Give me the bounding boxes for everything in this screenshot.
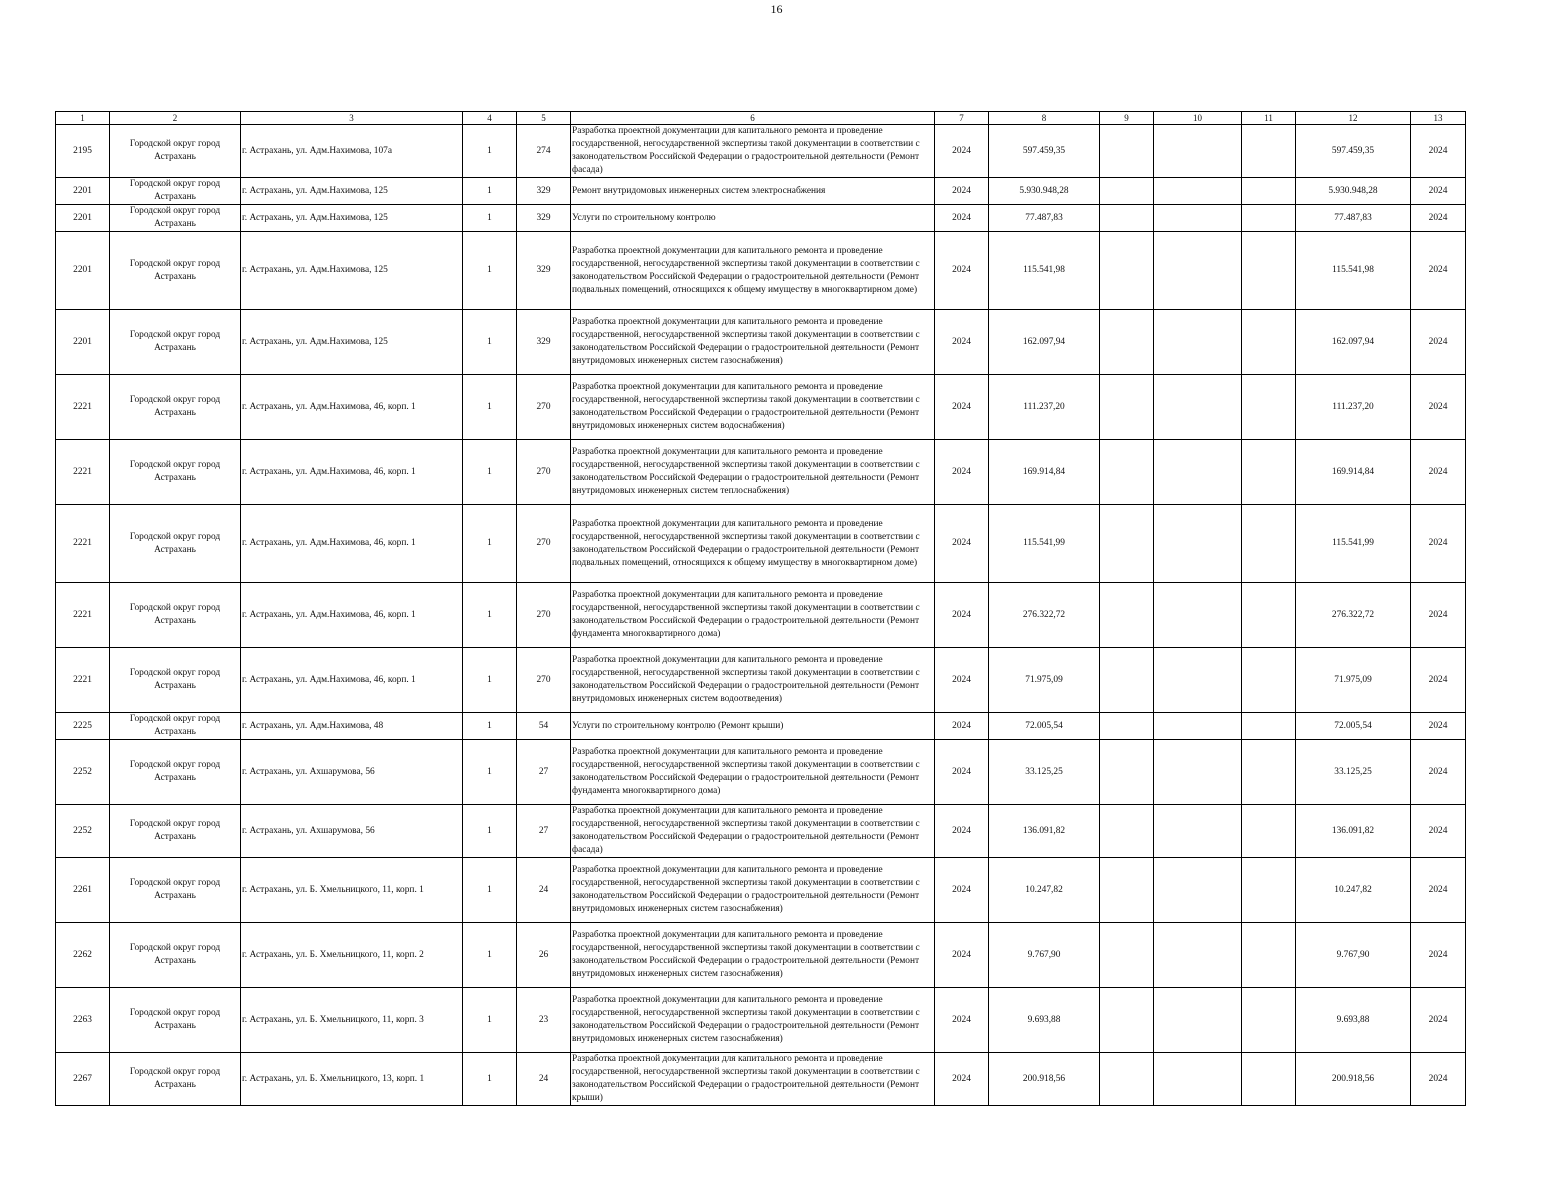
record-id-cell: 2252 — [56, 805, 110, 858]
table-row — [56, 988, 1466, 1053]
work-description-cell: Разработка проектной документации для капитального ремонта и проведение государственной, негосударственной экспертизы такой документации в соответствии с законодательством Российской Федерации о градостроительной деятельности (Ремонт фасада) — [571, 125, 935, 178]
table-row — [56, 310, 1466, 375]
col9-cell — [1100, 505, 1154, 583]
total-cell: 10.247,82 — [1296, 858, 1411, 923]
work-description-cell: Разработка проектной документации для капитального ремонта и проведение государственной, негосударственной экспертизы такой документации в соответствии с законодательством Российской Федерации о градостроительной деятельности (Ремонт внутридомовых инженерных систем газоснабжения) — [571, 858, 935, 923]
table-row — [56, 125, 1466, 178]
work-description-cell: Разработка проектной документации для капитального ремонта и проведение государственной, негосударственной экспертизы такой документации в соответствии с законодательством Российской Федерации о градостроительной деятельности (Ремонт фасада) — [571, 805, 935, 858]
year-cell: 2024 — [935, 648, 989, 713]
year-end-cell: 2024 — [1411, 740, 1466, 805]
record-id-cell: 2261 — [56, 858, 110, 923]
col4-cell: 1 — [463, 232, 517, 310]
amount-cell: 10.247,82 — [989, 858, 1100, 923]
table-row — [56, 232, 1466, 310]
capital-repair-table — [55, 111, 1466, 1106]
municipality-cell: Городской округ город Астрахань — [110, 440, 241, 505]
col5-cell: 329 — [517, 310, 571, 375]
total-cell: 111.237,20 — [1296, 375, 1411, 440]
col9-cell — [1100, 858, 1154, 923]
col9-cell — [1100, 375, 1154, 440]
col11-cell — [1242, 1053, 1296, 1106]
col10-cell — [1154, 923, 1242, 988]
municipality-cell: Городской округ город Астрахань — [110, 713, 241, 740]
col11-cell — [1242, 232, 1296, 310]
municipality-cell: Городской округ город Астрахань — [110, 205, 241, 232]
amount-cell: 136.091,82 — [989, 805, 1100, 858]
table-row — [56, 375, 1466, 440]
col9-cell — [1100, 923, 1154, 988]
year-cell: 2024 — [935, 232, 989, 310]
total-cell: 115.541,98 — [1296, 232, 1411, 310]
col9-cell — [1100, 310, 1154, 375]
total-cell: 72.005,54 — [1296, 713, 1411, 740]
col4-cell: 1 — [463, 505, 517, 583]
year-cell: 2024 — [935, 805, 989, 858]
col9-cell — [1100, 440, 1154, 505]
record-id-cell: 2195 — [56, 125, 110, 178]
work-description-cell: Разработка проектной документации для капитального ремонта и проведение государственной, негосударственной экспертизы такой документации в соответствии с законодательством Российской Федерации о градостроительной деятельности (Ремонт внутридомовых инженерных систем водоснабжения) — [571, 375, 935, 440]
year-end-cell: 2024 — [1411, 505, 1466, 583]
table-row — [56, 440, 1466, 505]
col5-cell: 24 — [517, 1053, 571, 1106]
year-cell: 2024 — [935, 505, 989, 583]
amount-cell: 200.918,56 — [989, 1053, 1100, 1106]
col4-cell: 1 — [463, 440, 517, 505]
col4-cell: 1 — [463, 740, 517, 805]
year-cell: 2024 — [935, 375, 989, 440]
column-header: 12 — [1296, 112, 1411, 125]
column-header: 3 — [241, 112, 463, 125]
col10-cell — [1154, 988, 1242, 1053]
municipality-cell: Городской округ город Астрахань — [110, 740, 241, 805]
col5-cell: 329 — [517, 205, 571, 232]
col5-cell: 329 — [517, 178, 571, 205]
col11-cell — [1242, 805, 1296, 858]
address-cell: г. Астрахань, ул. Адм.Нахимова, 107а — [241, 125, 463, 178]
total-cell: 136.091,82 — [1296, 805, 1411, 858]
col4-cell: 1 — [463, 178, 517, 205]
table-row — [56, 648, 1466, 713]
amount-cell: 111.237,20 — [989, 375, 1100, 440]
year-end-cell: 2024 — [1411, 310, 1466, 375]
year-end-cell: 2024 — [1411, 923, 1466, 988]
record-id-cell: 2201 — [56, 178, 110, 205]
col5-cell: 27 — [517, 740, 571, 805]
year-end-cell: 2024 — [1411, 178, 1466, 205]
column-header: 6 — [571, 112, 935, 125]
col4-cell: 1 — [463, 713, 517, 740]
col5-cell: 270 — [517, 505, 571, 583]
table-row — [56, 805, 1466, 858]
table-body — [56, 125, 1466, 1106]
col4-cell: 1 — [463, 125, 517, 178]
total-cell: 276.322,72 — [1296, 583, 1411, 648]
record-id-cell: 2252 — [56, 740, 110, 805]
address-cell: г. Астрахань, ул. Б. Хмельницкого, 11, корп. 2 — [241, 923, 463, 988]
record-id-cell: 2262 — [56, 923, 110, 988]
col11-cell — [1242, 858, 1296, 923]
year-cell: 2024 — [935, 178, 989, 205]
amount-cell: 72.005,54 — [989, 713, 1100, 740]
col11-cell — [1242, 505, 1296, 583]
year-end-cell: 2024 — [1411, 648, 1466, 713]
col11-cell — [1242, 205, 1296, 232]
work-description-cell: Разработка проектной документации для капитального ремонта и проведение государственной, негосударственной экспертизы такой документации в соответствии с законодательством Российской Федерации о градостроительной деятельности (Ремонт внутридомовых инженерных систем теплоснабжения) — [571, 440, 935, 505]
page-number: 16 — [770, 2, 783, 16]
year-cell: 2024 — [935, 310, 989, 375]
year-end-cell: 2024 — [1411, 440, 1466, 505]
col5-cell: 270 — [517, 648, 571, 713]
work-description-cell: Разработка проектной документации для капитального ремонта и проведение государственной, негосударственной экспертизы такой документации в соответствии с законодательством Российской Федерации о градостроительной деятельности (Ремонт внутридомовых инженерных систем водоотведения) — [571, 648, 935, 713]
col5-cell: 26 — [517, 923, 571, 988]
col5-cell: 270 — [517, 583, 571, 648]
record-id-cell: 2221 — [56, 505, 110, 583]
year-cell: 2024 — [935, 1053, 989, 1106]
col11-cell — [1242, 740, 1296, 805]
work-description-cell: Разработка проектной документации для капитального ремонта и проведение государственной, негосударственной экспертизы такой документации в соответствии с законодательством Российской Федерации о градостроительной деятельности (Ремонт подвальных помещений, относящихся к общему имуществу в многоквартирном доме) — [571, 505, 935, 583]
record-id-cell: 2267 — [56, 1053, 110, 1106]
column-header: 11 — [1242, 112, 1296, 125]
total-cell: 33.125,25 — [1296, 740, 1411, 805]
total-cell: 5.930.948,28 — [1296, 178, 1411, 205]
address-cell: г. Астрахань, ул. Адм.Нахимова, 125 — [241, 310, 463, 375]
work-description-cell: Разработка проектной документации для капитального ремонта и проведение государственной, негосударственной экспертизы такой документации в соответствии с законодательством Российской Федерации о градостроительной деятельности (Ремонт внутридомовых инженерных систем газоснабжения) — [571, 923, 935, 988]
column-header: 5 — [517, 112, 571, 125]
col10-cell — [1154, 205, 1242, 232]
record-id-cell: 2201 — [56, 310, 110, 375]
municipality-cell: Городской округ город Астрахань — [110, 375, 241, 440]
year-end-cell: 2024 — [1411, 125, 1466, 178]
amount-cell: 9.767,90 — [989, 923, 1100, 988]
year-cell: 2024 — [935, 583, 989, 648]
address-cell: г. Астрахань, ул. Б. Хмельницкого, 11, корп. 3 — [241, 988, 463, 1053]
year-end-cell: 2024 — [1411, 583, 1466, 648]
col5-cell: 270 — [517, 375, 571, 440]
total-cell: 162.097,94 — [1296, 310, 1411, 375]
work-description-cell: Разработка проектной документации для капитального ремонта и проведение государственной, негосударственной экспертизы такой документации в соответствии с законодательством Российской Федерации о градостроительной деятельности (Ремонт внутридомовых инженерных систем газоснабжения) — [571, 988, 935, 1053]
col9-cell — [1100, 740, 1154, 805]
address-cell: г. Астрахань, ул. Адм.Нахимова, 46, корп. 1 — [241, 648, 463, 713]
col10-cell — [1154, 740, 1242, 805]
table-row — [56, 858, 1466, 923]
col5-cell: 270 — [517, 440, 571, 505]
year-cell: 2024 — [935, 713, 989, 740]
address-cell: г. Астрахань, ул. Адм.Нахимова, 125 — [241, 178, 463, 205]
work-description-cell: Разработка проектной документации для капитального ремонта и проведение государственной, негосударственной экспертизы такой документации в соответствии с законодательством Российской Федерации о градостроительной деятельности (Ремонт фундамента многоквартирного дома) — [571, 740, 935, 805]
address-cell: г. Астрахань, ул. Ахшарумова, 56 — [241, 740, 463, 805]
table-row — [56, 178, 1466, 205]
col11-cell — [1242, 178, 1296, 205]
year-cell: 2024 — [935, 440, 989, 505]
col10-cell — [1154, 125, 1242, 178]
amount-cell: 9.693,88 — [989, 988, 1100, 1053]
address-cell: г. Астрахань, ул. Адм.Нахимова, 46, корп. 1 — [241, 505, 463, 583]
col11-cell — [1242, 713, 1296, 740]
total-cell: 9.767,90 — [1296, 923, 1411, 988]
header-row — [56, 112, 1466, 125]
year-end-cell: 2024 — [1411, 858, 1466, 923]
year-end-cell: 2024 — [1411, 375, 1466, 440]
col4-cell: 1 — [463, 988, 517, 1053]
col4-cell: 1 — [463, 858, 517, 923]
record-id-cell: 2221 — [56, 440, 110, 505]
total-cell: 169.914,84 — [1296, 440, 1411, 505]
col4-cell: 1 — [463, 923, 517, 988]
address-cell: г. Астрахань, ул. Адм.Нахимова, 125 — [241, 232, 463, 310]
year-cell: 2024 — [935, 923, 989, 988]
col10-cell — [1154, 648, 1242, 713]
total-cell: 597.459,35 — [1296, 125, 1411, 178]
amount-cell: 71.975,09 — [989, 648, 1100, 713]
record-id-cell: 2225 — [56, 713, 110, 740]
year-end-cell: 2024 — [1411, 205, 1466, 232]
year-cell: 2024 — [935, 858, 989, 923]
year-cell: 2024 — [935, 740, 989, 805]
col4-cell: 1 — [463, 1053, 517, 1106]
col11-cell — [1242, 923, 1296, 988]
col10-cell — [1154, 440, 1242, 505]
address-cell: г. Астрахань, ул. Ахшарумова, 56 — [241, 805, 463, 858]
column-header: 7 — [935, 112, 989, 125]
col10-cell — [1154, 310, 1242, 375]
record-id-cell: 2221 — [56, 375, 110, 440]
amount-cell: 33.125,25 — [989, 740, 1100, 805]
col9-cell — [1100, 205, 1154, 232]
work-description-cell: Разработка проектной документации для капитального ремонта и проведение государственной, негосударственной экспертизы такой документации в соответствии с законодательством Российской Федерации о градостроительной деятельности (Ремонт крыши) — [571, 1053, 935, 1106]
work-description-cell: Ремонт внутридомовых инженерных систем электроснабжения — [571, 178, 935, 205]
col10-cell — [1154, 232, 1242, 310]
amount-cell: 597.459,35 — [989, 125, 1100, 178]
col5-cell: 27 — [517, 805, 571, 858]
col4-cell: 1 — [463, 583, 517, 648]
amount-cell: 169.914,84 — [989, 440, 1100, 505]
table-row — [56, 583, 1466, 648]
municipality-cell: Городской округ город Астрахань — [110, 805, 241, 858]
address-cell: г. Астрахань, ул. Адм.Нахимова, 48 — [241, 713, 463, 740]
year-end-cell: 2024 — [1411, 713, 1466, 740]
work-description-cell: Услуги по строительному контролю (Ремонт крыши) — [571, 713, 935, 740]
col9-cell — [1100, 125, 1154, 178]
amount-cell: 77.487,83 — [989, 205, 1100, 232]
col5-cell: 24 — [517, 858, 571, 923]
col9-cell — [1100, 178, 1154, 205]
col9-cell — [1100, 805, 1154, 858]
municipality-cell: Городской округ город Астрахань — [110, 1053, 241, 1106]
col10-cell — [1154, 178, 1242, 205]
col9-cell — [1100, 713, 1154, 740]
record-id-cell: 2263 — [56, 988, 110, 1053]
col11-cell — [1242, 375, 1296, 440]
col11-cell — [1242, 125, 1296, 178]
municipality-cell: Городской округ город Астрахань — [110, 310, 241, 375]
table-row — [56, 713, 1466, 740]
col10-cell — [1154, 375, 1242, 440]
year-end-cell: 2024 — [1411, 232, 1466, 310]
col11-cell — [1242, 648, 1296, 713]
record-id-cell: 2201 — [56, 205, 110, 232]
col5-cell: 329 — [517, 232, 571, 310]
total-cell: 9.693,88 — [1296, 988, 1411, 1053]
col11-cell — [1242, 440, 1296, 505]
col11-cell — [1242, 988, 1296, 1053]
col10-cell — [1154, 1053, 1242, 1106]
column-header: 10 — [1154, 112, 1242, 125]
col5-cell: 23 — [517, 988, 571, 1053]
table-row — [56, 505, 1466, 583]
amount-cell: 115.541,99 — [989, 505, 1100, 583]
year-end-cell: 2024 — [1411, 805, 1466, 858]
column-header: 8 — [989, 112, 1100, 125]
work-description-cell: Разработка проектной документации для капитального ремонта и проведение государственной, негосударственной экспертизы такой документации в соответствии с законодательством Российской Федерации о градостроительной деятельности (Ремонт внутридомовых инженерных систем газоснабжения) — [571, 310, 935, 375]
work-description-cell: Услуги по строительному контролю — [571, 205, 935, 232]
col10-cell — [1154, 858, 1242, 923]
municipality-cell: Городской округ город Астрахань — [110, 178, 241, 205]
table-row — [56, 205, 1466, 232]
municipality-cell: Городской округ город Астрахань — [110, 858, 241, 923]
col10-cell — [1154, 583, 1242, 648]
col10-cell — [1154, 805, 1242, 858]
record-id-cell: 2221 — [56, 583, 110, 648]
col10-cell — [1154, 713, 1242, 740]
municipality-cell: Городской округ город Астрахань — [110, 583, 241, 648]
address-cell: г. Астрахань, ул. Б. Хмельницкого, 13, корп. 1 — [241, 1053, 463, 1106]
column-header: 9 — [1100, 112, 1154, 125]
municipality-cell: Городской округ город Астрахань — [110, 232, 241, 310]
col9-cell — [1100, 988, 1154, 1053]
address-cell: г. Астрахань, ул. Адм.Нахимова, 46, корп. 1 — [241, 375, 463, 440]
column-header: 2 — [110, 112, 241, 125]
col4-cell: 1 — [463, 648, 517, 713]
work-description-cell: Разработка проектной документации для капитального ремонта и проведение государственной, негосударственной экспертизы такой документации в соответствии с законодательством Российской Федерации о градостроительной деятельности (Ремонт фундамента многоквартирного дома) — [571, 583, 935, 648]
total-cell: 77.487,83 — [1296, 205, 1411, 232]
table-row — [56, 923, 1466, 988]
col4-cell: 1 — [463, 805, 517, 858]
col9-cell — [1100, 583, 1154, 648]
col11-cell — [1242, 310, 1296, 375]
col9-cell — [1100, 1053, 1154, 1106]
col4-cell: 1 — [463, 310, 517, 375]
total-cell: 115.541,99 — [1296, 505, 1411, 583]
col10-cell — [1154, 505, 1242, 583]
year-end-cell: 2024 — [1411, 1053, 1466, 1106]
record-id-cell: 2221 — [56, 648, 110, 713]
municipality-cell: Городской округ город Астрахань — [110, 988, 241, 1053]
total-cell: 71.975,09 — [1296, 648, 1411, 713]
year-cell: 2024 — [935, 205, 989, 232]
col5-cell: 54 — [517, 713, 571, 740]
amount-cell: 5.930.948,28 — [989, 178, 1100, 205]
address-cell: г. Астрахань, ул. Адм.Нахимова, 46, корп. 1 — [241, 440, 463, 505]
address-cell: г. Астрахань, ул. Б. Хмельницкого, 11, корп. 1 — [241, 858, 463, 923]
amount-cell: 162.097,94 — [989, 310, 1100, 375]
year-cell: 2024 — [935, 125, 989, 178]
municipality-cell: Городской округ город Астрахань — [110, 648, 241, 713]
municipality-cell: Городской округ город Астрахань — [110, 505, 241, 583]
year-end-cell: 2024 — [1411, 988, 1466, 1053]
col5-cell: 274 — [517, 125, 571, 178]
record-id-cell: 2201 — [56, 232, 110, 310]
address-cell: г. Астрахань, ул. Адм.Нахимова, 46, корп. 1 — [241, 583, 463, 648]
amount-cell: 115.541,98 — [989, 232, 1100, 310]
table-row — [56, 1053, 1466, 1106]
col11-cell — [1242, 583, 1296, 648]
col4-cell: 1 — [463, 375, 517, 440]
year-cell: 2024 — [935, 988, 989, 1053]
municipality-cell: Городской округ город Астрахань — [110, 923, 241, 988]
column-header: 1 — [56, 112, 110, 125]
address-cell: г. Астрахань, ул. Адм.Нахимова, 125 — [241, 205, 463, 232]
col4-cell: 1 — [463, 205, 517, 232]
work-description-cell: Разработка проектной документации для капитального ремонта и проведение государственной, негосударственной экспертизы такой документации в соответствии с законодательством Российской Федерации о градостроительной деятельности (Ремонт подвальных помещений, относящихся к общему имуществу в многоквартирном доме) — [571, 232, 935, 310]
col9-cell — [1100, 648, 1154, 713]
column-header: 13 — [1411, 112, 1466, 125]
total-cell: 200.918,56 — [1296, 1053, 1411, 1106]
column-header: 4 — [463, 112, 517, 125]
municipality-cell: Городской округ город Астрахань — [110, 125, 241, 178]
table-row — [56, 740, 1466, 805]
col9-cell — [1100, 232, 1154, 310]
amount-cell: 276.322,72 — [989, 583, 1100, 648]
